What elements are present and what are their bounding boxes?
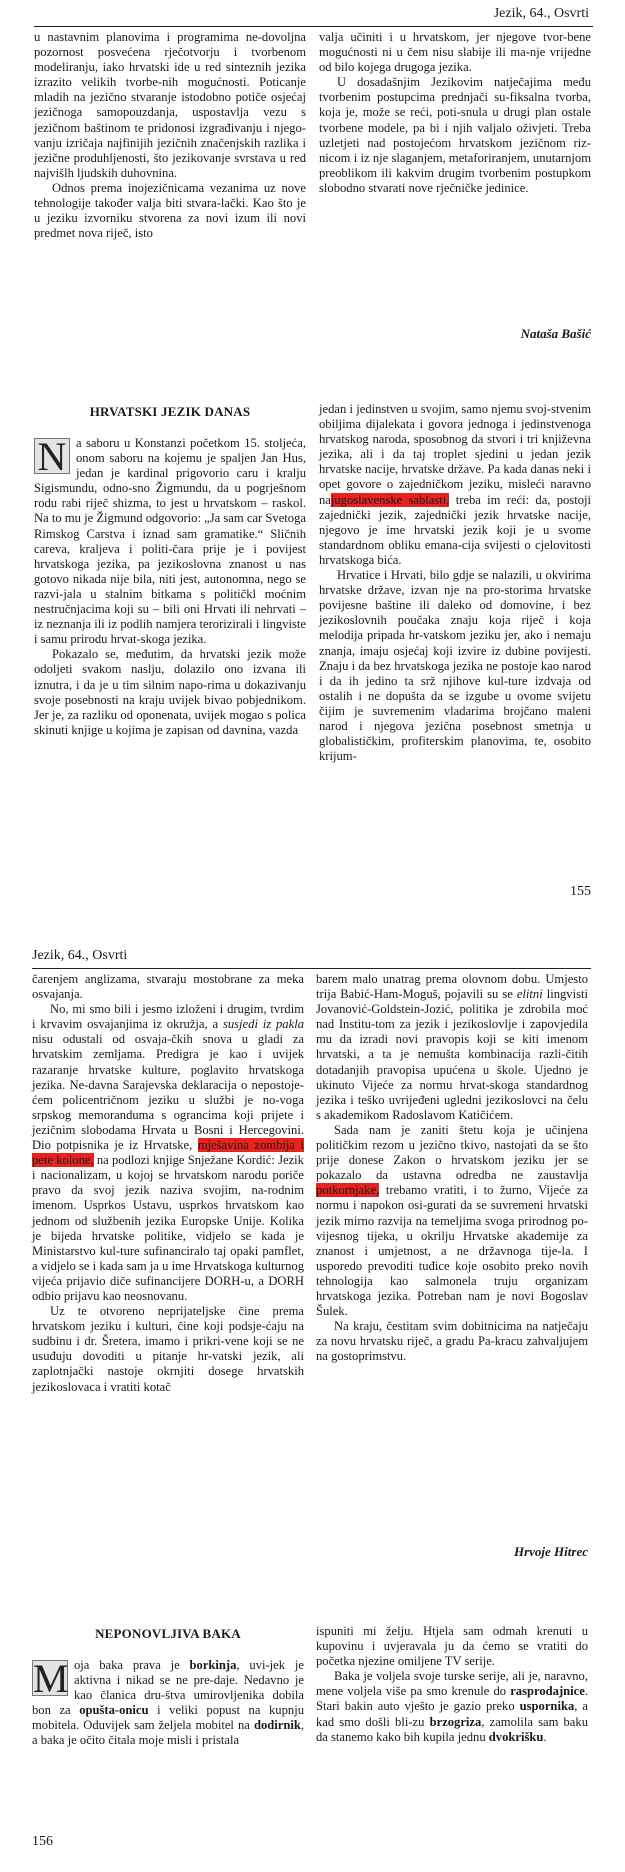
highlighted-phrase: mješavina zombija i pete kolone, [32, 1138, 304, 1168]
paragraph: Pokazalo se, međutim, da hrvatski jezik može odoljeti svakom naslju, dolazilo ono izvana ili iznutra, i da je u tim silnim napo-rima u dokazivanju svoje posebnosti na kraju uvijek bivao pobjednikom. Jer je, za razliku od oponenata, uvijek mogao s polica skinuti knjige u kojima je zapisan od davnina, vazda [34, 647, 306, 737]
highlighted-phrase: potkornjake, [316, 1183, 380, 1198]
article1-right-column [319, 30, 591, 196]
article-title: NEPONOVLJIVA BAKA [95, 1626, 241, 1641]
paragraph: Sada nam je zaniti štetu koja je učinjena političkim rezom u jezično tkivo, nastojati da se što prije donese Zakon o hrvatskom jeziku jer se pokazalo da ustavna odredba ne zaustavlja potkornjake, trebamo vratiti, i to žurno, Vijeće za normu i napokon osi-gurati da se suvremeni hrvatski jezik mirno razvija na temeljima svoga prirodnog po-vijesnog tijeka, u okrilju Hrvatske akademije za znanost i umjetnost, a ne državnoga tije-la. I usporedo prevoditi tuđice koje osobito preko novih tehnologija kao salmonela truju organizam hrvatskoga jezika. Potreban nam je novi Bogoslav Šulek. [316, 1122, 588, 1319]
page-number: 155 [570, 884, 591, 899]
signature: Nataša Bašić [520, 326, 591, 341]
paragraph: No, mi smo bili i jesmo izloženi i drugim, tvrdim i krvavim osvajanjima iz okružja, a susjedi iz pakla nisu odustali od osvaja-čkih snova u gladi za hrvatskim zemljama. Predigra je kao i uvijek razaranje hrvatske kulture, poglavito hrvatskoga jezika. Ne-davna Sarajevska deklaracija o nepostoje-ćem policentričnom jeziku u službi je no-voga srpskog memoranduma s ograncima koji prijete i jezičnim slobodama Hrvata u Bosni i Hercegovini. Dio potpisnika je iz Hrvatske, mješavina zombija i pete kolone, na podlozi knjige Snježane Kordić: Jezik i nacionalizam, u kojoj se hrvatskom narodu poriče pravo da svoj jezik naziva svojim, na-rodnim imenom. Usprkos Ustavu, usprkos hrvatskom kao jednom od službenih jezika Europske Unije. Kolika je bijeda hrvatske politike, vidjelo se kada je Ministarstvo kul-ture sufinanciralo taj opaki pamflet, a vidjelo se i kada sam ja u ime Hrvatskoga kulturnog vijeća prijavio diče sufinancijere DORH-u, a DORH odbio prijavu kao neosnovanu. [32, 1002, 304, 1303]
article3-right-column [316, 1624, 588, 1745]
header-rule [32, 968, 591, 969]
paragraph: valja učiniti i u hrvatskom, jer njegove tvor-bene mogućnosti ni u čem nisu slabije ili ma-nje vrijedne od bilo kojega drugoga jezika. [319, 30, 591, 75]
paragraph: U dosadašnjim Jezikovim natječajima među tvorbenim postupcima prednjači su-fiksalna tvorba, koja je, može se reći, poti-snula u drugi plan ostale tvorbene modele, pa bi i njih valjalo oživjeti. Treba uzletjeti nad postojećom hrvatskom jezičnom riz-nicom i iz nje slaganjem, metaforiranjem, unutarnjom preoblikom ili kakvim drugim tvorbenim postupkom slobodno stvarati nove rječničke jedinice. [319, 75, 591, 195]
paragraph: barem malo unatrag prema olovnom dobu. Umjesto trija Babić-Ham-Moguš, pojavili su se elitni lingvisti Jovanović-Goldstein-Jozić, politika je zdrobila moć nad Institu-tom za jezik i jezikoslovlje i zapovjedila mu da izradi novi pravopis koji se kiti imenom hrvatski, a ta je nemušta kombinacija razli-čitih dotadanjih pravopisa upućena u škole. Ujedno je ukinuto Vijeće za normu hrvat-skoga standardnog jezika i teško uvrijeđeni ugledni jezikoslovci na čelu s akademikom Radoslavom Katičićem. [316, 972, 589, 1122]
paragraph: N a saboru u Konstanzi početkom 15. stoljeća, onom saboru na kojemu je spaljen Jan Hus, jedan je kardinal prigovorio caru i kralju Sigismundu, odno-sno Žigmundu, da u pogrješnom rodu rabi riječ shizma, to jest u hrvatskom – raskol. Na to mu je Žigmund odgovorio: „Ja sam car Svetoga Rimskog Carstva i iznad sam gramatike.“ Sličnih careva, kraljeva i politi-čara prije je i povijest hrvatskoga jezika, pa jezikoslovna znanost u nas gotovo nikada nije bila, niti jest, autonomna, nego se razvi-jala u stalnim bitkama s političkl moćnim nestručnjacima koji su – bili oni Hrvati ili nehrvati – iz neznanja ili iz podlih namjera terorizirali i lingviste i samu prirodu hrvat-skoga jezika. [34, 434, 306, 647]
paragraph: čarenjem anglizama, stvaraju mostobrane za meka osvajanja. [32, 972, 304, 1002]
highlighted-phrase: jugoslavenske sablasti, [330, 492, 450, 507]
paragraph: jedan i jedinstven u svojim, samo njemu svoj-stvenim obiljima dijalekata i govora jednoga i jedinstvenoga hrvatskog naroda, sposobnog da stvori i tri književna jezika, ali i da taj troplet sjedini u jedan jezik hrvatske nacije, hrvatske države. Pa kada danas neki i opet govore o zajedničkom jeziku, misleći naravno najugoslavenske sablasti, treba im reći: da, postoji zajednički jezik, zajednički jezik hrvatske nacije, njegovo je ime hrvatski jezik koji je u svome standardnom obliku emana-cija svijesti o cjelovitosti hrvatskoga bića. [319, 402, 591, 567]
paragraph: u nastavnim planovima i programima ne-dovoljna pozornost posvećena rječotvorju i tvorbenom modeliranju, iako hrvatski ide u red sinteznih jezika izrazito velikih tvorbe-nih mogućnosti. Poticanje mladih na jezično stvaranje istodobno potiče osjećaj jezičnoga samopouzdanja, uspostavlja vezu s jezičnom baštinom te pridonosi izgrađivanju i njego-vanju izričaja najfinijih jezičnih značenjskih razlika i jezične produhljenosti, što jezikovanje svrstava u red najvišlh ljudskih duhovnina. [34, 30, 306, 180]
paragraph: Baka je voljela svoje turske serije, ali je, naravno, mene voljela više pa smo krenule do rasprodajnice. Stari bakin auto vješto je gazio preko uspornika, a kad smo došli bli-zu brzogriza, zamolila sam baku da stanemo kako bih kupila jednu dvokrišku. [316, 1669, 588, 1744]
paragraph: M oja baka prava je borkinja, uvi-jek je aktivna i nikad se ne pre-daje. Nedavno je kao članica dru-štva umirovljenika dobila bon za opušta-onicu i veliki popust na kupnju mobitela. Oduvijek sam željela mobitel na dodirnik, a baka je očito čitala moje misli i pristala [32, 1656, 304, 1748]
paragraph: Odnos prema inojezičnicama vezanima uz nove tehnologije također valja biti stvara-lački. Kao što je u jeziku izvorniku stvorena za novi izum ili novi predmet nova riječ, isto [34, 180, 306, 241]
drop-cap: M [33, 1656, 69, 1701]
paragraph: ispuniti mi želju. Htjela sam odmah krenuti u kupovinu i uvjeravala ju da ćemo se vratiti do početka njezine omiljene TV serije. [316, 1624, 588, 1669]
article2-right-column [319, 402, 591, 764]
article3-left-column [32, 1658, 304, 1749]
running-header: Jezik, 64., Osvrti [32, 948, 128, 963]
emphasis: elitni [516, 987, 543, 1002]
running-header: Jezik, 64., Osvrti [493, 6, 589, 21]
paragraph: Na kraju, čestitam svim dobitnicima na natječaju za novu hrvatsku riječ, a gradu Pa-kracu zahvaljujem na gostoprimstvu. [316, 1319, 588, 1364]
article2-left-column [34, 436, 306, 738]
article-title: HRVATSKI JEZIK DANAS [89, 404, 251, 419]
page-number: 156 [32, 1834, 53, 1849]
paragraph: Uz te otvoreno neprijateljske čine prema hrvatskom jeziku i kulturi, čine koji podsje-ćaju na sudbinu i dr. Šretera, imamo i prikri-vene koji se ne usuđuju dovoditi u pitanje hr-vatski jezik, ali zaplotnjački nastoje okrnjiti dosege hrvatskih jezikoslovaca i vratiti kotač [32, 1304, 304, 1394]
signature: Hrvoje Hitrec [513, 1544, 588, 1559]
paragraph: Hrvatice i Hrvati, bilo gdje se nalazili, u okvirima hrvatske države, izvan nje na pro-storima hrvatske povijesne baštine ili daleko od domovine, i bez jezikoslovnih poučaka znaju koja riječ i koja melodija pripada hr-vatskom jeziku jer, ako i nemaju znanja, imaju osjećaj koji izvire iz dubine povijesti. Znaju i da bez hrvatskoga jezika ne postoje kao narod i da ih jedino ta srž njihove kul-ture izdvaja od ostalih i ne dopušta da se izgube u ovome svijetu čijim je suvremenim vladarima brojčano maleni narod i njegova jezična posebnost smetnja u globalističkim, profiterskim planovima, te, osobito krijum- [319, 568, 591, 764]
drop-cap: N [34, 438, 70, 474]
emphasis: susjedi iz pakla [222, 1017, 304, 1032]
article2-right-column [316, 972, 588, 1364]
header-rule [34, 26, 593, 27]
article1-left-column [34, 30, 306, 241]
article2-left-column [32, 972, 304, 1395]
